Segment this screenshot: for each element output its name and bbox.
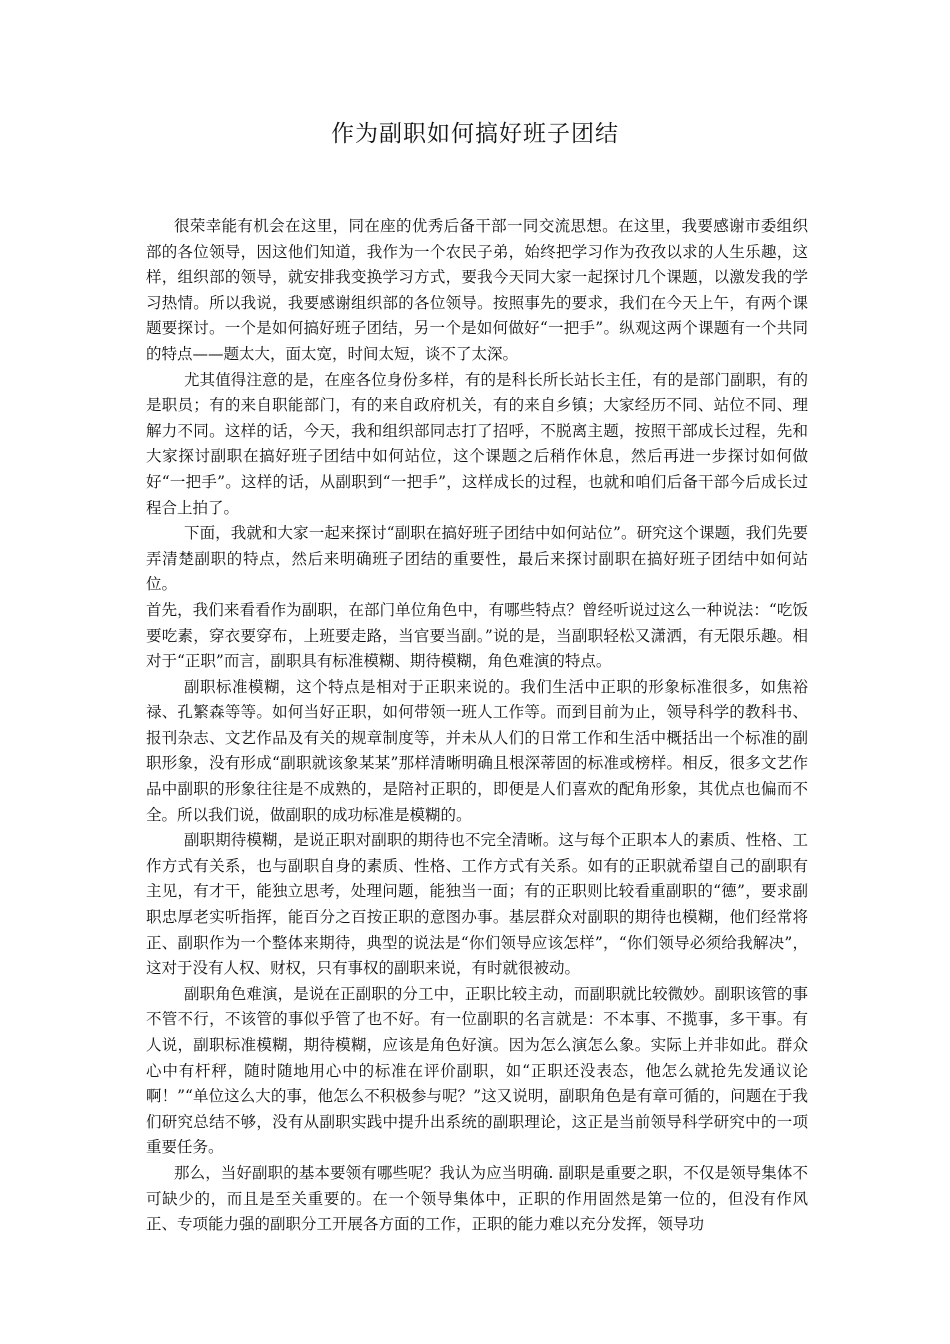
document-body [146, 214, 808, 1238]
paragraph-intro: 很荣幸能有机会在这里，同在座的优秀后备干部一同交流思想。在这里，我要感谢市委组织部的各位领导，因这他们知道，我作为一个农民子弟，始终把学习作为孜孜以求的人生乐趣，这样，组织部的领导，就安排我变换学习方式，要我今天同大家一起探讨几个课题，以激发我的学习热情。所以我说，我要感谢组织部的各位领导。按照事先的要求，我们在今天上午，有两个课题要探讨。一个是如何搞好班子团结，另一个是如何做好“一把手”。纵观这两个课题有一个共同的特点——题太大，面太宽，时间太短，谈不了太深。 [146, 217, 808, 363]
paragraph-audience: 尤其值得注意的是，在座各位身份多样，有的是科长所长站长主任，有的是部门副职，有的是职员；有的来自职能部门，有的来自政府机关，有的来自乡镇；大家经历不同、站位不同、理解力不同。这样的话，今天，我和组织部同志打了招呼，不脱离主题，按照干部成长过程，先和大家探讨副职在搞好班子团结中如何站位，这个课题之后稍作休息，然后再进一步探讨如何做好“一把手”。这样的话，从副职到“一把手”，这样成长的过程，也就和咱们后备干部今后成长过程合上拍了。 [146, 370, 808, 517]
paragraph-standard-vague: 副职标准模糊，这个特点是相对于正职来说的。我们生活中正职的形象标准很多，如焦裕禄、孔繁森等等。如何当好正职，如何带领一班人工作等。而到目前为止，领导科学的教科书、报刊杂志、文艺作品及有关的规章制度等，并未从人们的日常工作和生活中概括出一个标准的副职形象，没有形成“副职就该象某某”那样清晰明确且根深蒂固的标准或榜样。相反，很多文艺作品中副职的形象往往是不成熟的，是陪衬正职的，即便是人们喜欢的配角形象，其优点也偏而不全。所以我们说，做副职的成功标准是模糊的。 [146, 677, 808, 824]
document-title: 作为副职如何搞好班子团结 [331, 121, 619, 147]
paragraph-essentials: 那么，当好副职的基本要领有哪些呢？我认为应当明确. 副职是重要之职，不仅是领导集体不可缺少的，而且是至关重要的。在一个领导集体中，正职的作用固然是第一位的，但没有作风正、专项能力强的副职分工开展各方面的工作，正职的能力难以充分发挥，领导功 [146, 1163, 808, 1234]
paragraph-features: 首先，我们来看看作为副职，在部门单位角色中，有哪些特点？曾经听说过这么一种说法：“吃饭要吃素，穿衣要穿布，上班要走路，当官要当副。”说的是，当副职轻松又潇洒，有无限乐趣。相对于“正职”而言，副职具有标准模糊、期待模糊，角色难演的特点。 [146, 600, 808, 671]
paragraph-expectation-vague: 副职期待模糊，是说正职对副职的期待也不完全清晰。这与每个正职本人的素质、性格、工作方式有关系，也与副职自身的素质、性格、工作方式有关系。如有的正职就希望自己的副职有主见，有才干，能独立思考，处理问题，能独当一面；有的正职则比较看重副职的“德”，要求副职忠厚老实听指挥，能百分之百按正职的意图办事。基层群众对副职的期待也模糊，他们经常将正、副职作为一个整体来期待，典型的说法是“你们领导应该怎样”，“你们领导必须给我解决”，这对于没有人权、财权，只有事权的副职来说，有时就很被动。 [146, 831, 808, 978]
paragraph-topic: 下面，我就和大家一起来探讨“副职在搞好班子团结中如何站位”。研究这个课题，我们先要弄清楚副职的特点，然后来明确班子团结的重要性，最后来探讨副职在搞好班子团结中如何站位。 [146, 524, 808, 594]
paragraph-role-difficult: 副职角色难演，是说在正副职的分工中，正职比较主动，而副职就比较微妙。副职该管的事不管不行，不该管的事似乎管了也不好。有一位副职的名言就是：不本事、不揽事，多干事。有人说，副职标准模糊，期待模糊，应该是角色好演。因为怎么演怎么象。实际上并非如此。群众心中有杆秤，随时随地用心中的标准在评价副职，如“正职还没表态，他怎么就抢先发通议论啊！”“单位这么大的事，他怎么不积极参与呢？”这又说明，副职角色是有章可循的，问题在于我们研究总结不够，没有从副职实践中提升出系统的副职理论，这正是当前领导科学研究中的一项重要任务。 [146, 984, 808, 1157]
